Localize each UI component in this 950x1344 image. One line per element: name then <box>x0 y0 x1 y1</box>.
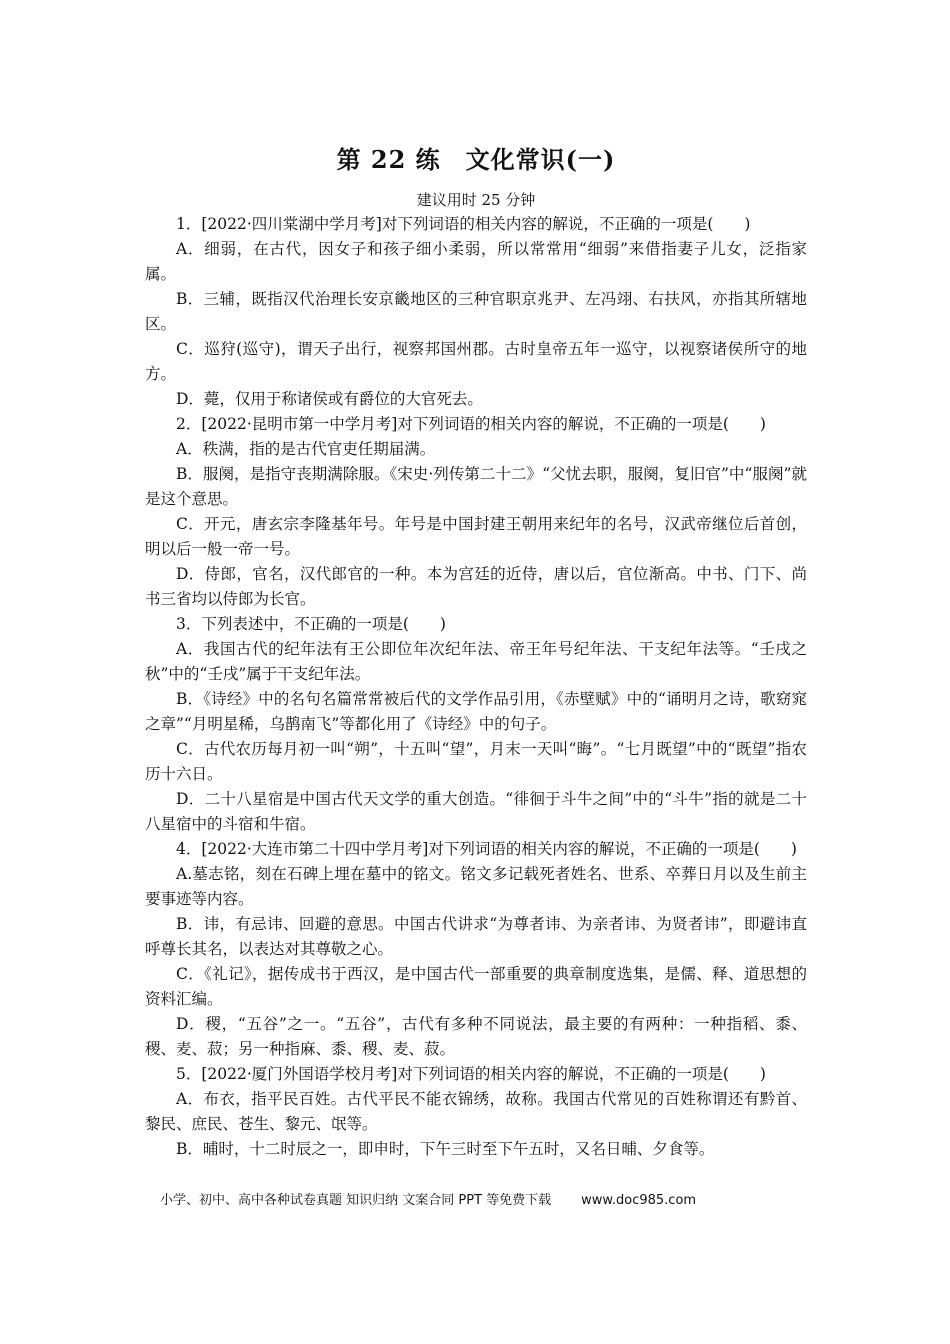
question-5-option-b: B．晡时，十二时辰之一，即申时，下午三时至下午五时，又名日晡、夕食等。 <box>176 1140 715 1158</box>
question-1-option-d: D．薨，仅用于称诸侯或有爵位的大官死去。 <box>176 390 483 408</box>
page-footer <box>160 1189 800 1213</box>
question-2-option-d: D．侍郎，官名，汉代郎官的一种。本为宫廷的近侍，唐以后，官位渐高。中书、门下、尚书三省均以侍郎为长官。 <box>145 565 807 608</box>
question-4-option-a: A.墓志铭，刻在石碑上埋在墓中的铭文。铭文多记载死者姓名、世系、卒葬日月以及生前主要事迹等内容。 <box>145 865 807 908</box>
page-title: 第 22 练 文化常识(一) <box>336 145 616 174</box>
question-2-stem: 2．[2022·昆明市第一中学月考]对下列词语的相关内容的解说，不正确的一项是( ) <box>176 415 766 433</box>
question-5-stem: 5．[2022·厦门外国语学校月考]对下列词语的相关内容的解说，不正确的一项是( ) <box>176 1065 766 1083</box>
document-body <box>145 212 807 1162</box>
question-4-option-d: D．稷，“五谷”之一。“五谷”，古代有多种不同说法，最主要的有两种：一种指稻、黍、稷、麦、菽；另一种指麻、黍、稷、麦、菽。 <box>145 1015 807 1058</box>
question-4-stem: 4．[2022·大连市第二十四中学月考]对下列词语的相关内容的解说，不正确的一项是( ) <box>176 840 797 858</box>
question-3-option-b: B．《诗经》中的名句名篇常常被后代的文学作品引用，《赤壁赋》中的“诵明月之诗，歌窈窕之章”“月明星稀，乌鹊南飞”等都化用了《诗经》中的句子。 <box>145 690 807 733</box>
footer-text: 小学、初中、高中各种试卷真题 知识归纳 文案合同 PPT 等免费下载 <box>160 1193 552 1208</box>
question-1-option-b: B．三辅，既指汉代治理长安京畿地区的三种官职京兆尹、左冯翊、右扶风，亦指其所辖地区。 <box>145 290 807 333</box>
question-1-stem: 1．[2022·四川棠湖中学月考]对下列词语的相关内容的解说，不正确的一项是( ) <box>176 215 751 233</box>
question-3-option-d: D．二十八星宿是中国古代天文学的重大创造。“徘徊于斗牛之间”中的“斗牛”指的就是二十八星宿中的斗宿和牛宿。 <box>145 790 807 833</box>
question-3-stem: 3．下列表述中，不正确的一项是( ) <box>176 615 446 633</box>
question-2-option-a: A．秩满，指的是古代官吏任期届满。 <box>176 440 436 458</box>
question-1-option-a: A．细弱，在古代，因女子和孩子细小柔弱，所以常常用“细弱”来借指妻子儿女，泛指家属。 <box>145 240 807 283</box>
question-3-option-c: C．古代农历每月初一叫“朔”，十五叫“望”，月末一天叫“晦”。“七月既望”中的“既望”指农历十六日。 <box>145 740 807 783</box>
question-5-option-a: A．布衣，指平民百姓。古代平民不能衣锦绣，故称。我国古代常见的百姓称谓还有黔首、黎民、庶民、苍生、黎元、氓等。 <box>145 1090 807 1133</box>
page-subtitle: 建议用时 25 分钟 <box>416 191 536 209</box>
question-4-option-b: B．讳，有忌讳、回避的意思。中国古代讲求“为尊者讳、为亲者讳、为贤者讳”，即避讳直呼尊长其名，以表达对其尊敬之心。 <box>145 915 807 958</box>
question-4-option-c: C．《礼记》，据传成书于西汉，是中国古代一部重要的典章制度选集，是儒、释、道思想的资料汇编。 <box>145 965 807 1008</box>
question-3-option-a: A．我国古代的纪年法有王公即位年次纪年法、帝王年号纪年法、干支纪年法等。“壬戌之秋”中的“壬戌”属于干支纪年法。 <box>145 640 807 683</box>
question-2-option-c: C．开元，唐玄宗李隆基年号。年号是中国封建王朝用来纪年的名号，汉武帝继位后首创，明以后一般一帝一号。 <box>145 515 807 558</box>
question-2-option-b: B．服阕，是指守丧期满除服。《宋史·列传第二十二》“父忧去职，服阕，复旧官”中“服阕”就是这个意思。 <box>145 465 807 508</box>
question-1-option-c: C．巡狩(巡守)，谓天子出行，视察邦国州郡。古时皇帝五年一巡守，以视察诸侯所守的地方。 <box>145 340 807 383</box>
footer-url[interactable]: www.doc985.com <box>581 1193 697 1208</box>
